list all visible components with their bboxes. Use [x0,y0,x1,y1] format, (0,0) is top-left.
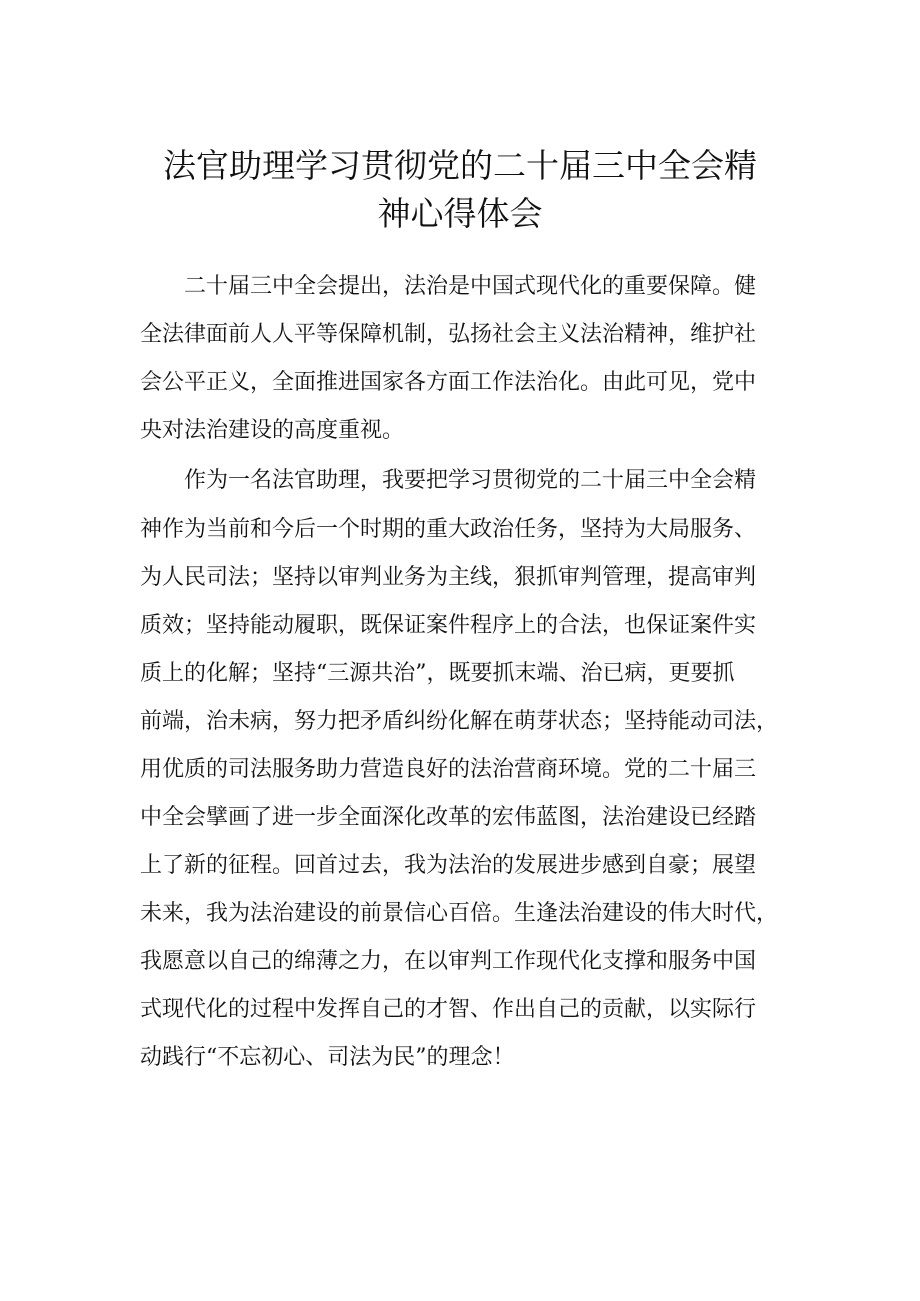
paragraph-2-line-1: 作为一名法官助理，我要把学习贯彻党的二十届三中全会精 [184,468,757,493]
paragraph-2-line-10: 未来，我为法治建设的前景信心百倍。生逢法治建设的伟大时代， [140,901,779,926]
paragraph-2-line-8: 中全会擘画了进一步全面深化改革的宏伟蓝图，法治建设已经踏 [140,805,757,830]
paragraph-2-line-12: 式现代化的过程中发挥自己的才智、作出自己的贡献，以实际行 [140,997,757,1022]
paragraph-2-line-13: 动践行“不忘初心、司法为民”的理念！ [140,1045,515,1070]
paragraph-2-line-11: 我愿意以自己的绵薄之力，在以审判工作现代化支撑和服务中国 [140,949,757,974]
paragraph-2-line-9: 上了新的征程。回首过去，我为法治的发展进步感到自豪；展望 [140,853,757,878]
document-title-line-2: 神心得体会 [377,194,543,233]
paragraph-1-line-1: 二十届三中全会提出，法治是中国式现代化的重要保障。健 [184,274,757,299]
paragraph-1-line-4: 央对法治建设的高度重视。 [140,418,405,443]
paragraph-2-line-4: 质效；坚持能动履职，既保证案件程序上的合法，也保证案件实 [140,613,757,638]
paragraph-2-line-2: 神作为当前和今后一个时期的重大政治任务，坚持为大局服务、 [140,517,757,542]
paragraph-2-line-6: 前端，治未病，努力把矛盾纠纷化解在萌芽状态；坚持能动司法， [140,709,779,734]
document-title-line-1: 法官助理学习贯彻党的二十届三中全会精 [163,146,757,185]
paragraph-2-line-5: 质上的化解；坚持“三源共治”，既要抓末端、治已病，更要抓 [140,661,735,686]
paragraph-1-line-2: 全法律面前人人平等保障机制，弘扬社会主义法治精神，维护社 [140,322,757,347]
paragraph-2-line-7: 用优质的司法服务助力营造良好的法治营商环境。党的二十届三 [140,757,757,782]
paragraph-2-line-3: 为人民司法；坚持以审判业务为主线，狠抓审判管理，提高审判 [140,565,757,590]
paragraph-1-line-3: 会公平正义，全面推进国家各方面工作法治化。由此可见，党中 [140,370,757,395]
